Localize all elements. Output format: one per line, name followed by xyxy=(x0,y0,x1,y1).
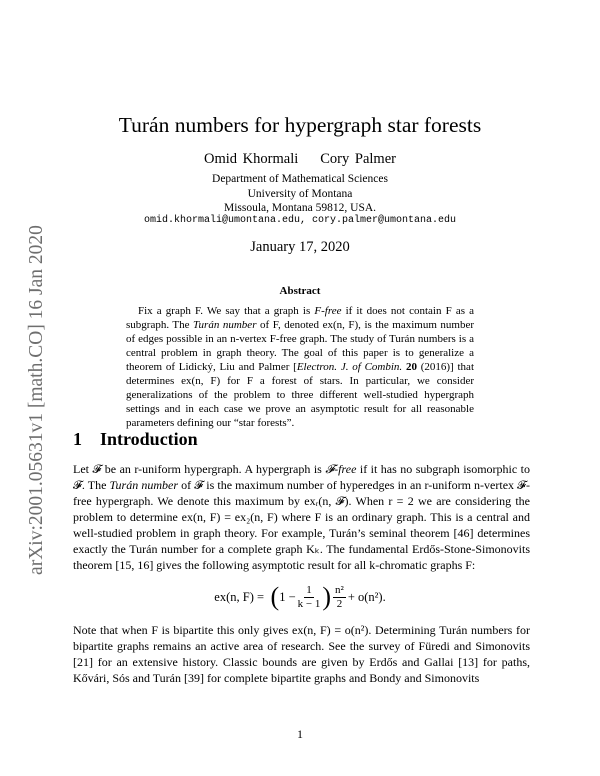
intro-paragraph-1: Let 𝓕 be an r-uniform hypergraph. A hypergraph is 𝓕-free if it has no subgraph isomorphic to 𝓕. The Turán number of 𝓕 is the maximum number of hyperedges in an r-uniform n-vertex 𝓕-free hypergraph. We denote this maximum by exᵣ(n, 𝓕). When r = 2 we are considering the problem to determine ex(n, F) = ex₂(n, F) where F is an ordinary graph. This is a central and well-studied problem in graph theory. For example, Turán’s seminal theorem [46] determines exactly the Turán number for a complete graph Kₖ. The fundamental Erdős-Stone-Simonovits theorem [15, 16] gives the following asymptotic result for all k-chromatic graphs F: xyxy=(73,462,530,572)
equation-one: 1 − xyxy=(279,589,296,604)
section-heading xyxy=(73,429,198,450)
abstract-heading: Abstract xyxy=(279,285,321,297)
author-list xyxy=(0,151,600,168)
author-name: Omid Khormali xyxy=(204,151,299,167)
abstract-body: Fix a graph F. We say that a graph is F-free if it does not contain F as a subgraph. The Turán number of F, denoted ex(n, F), is the maximum number of edges possible in an n-vertex F-free graph. The study of Turán numbers is a central problem in graph theory. The goal of this paper is to generalize a theorem of Lidický, Liu and Palmer [Electron. J. of Combin. 20 (2016)] that determines ex(n, F) for F a forest of stars. In particular, we consider generalizations of the problem to three different well-studied hypergraph settings and in each case we prove an asymptotic result for all reasonable parameters defining our “star forests”. xyxy=(126,305,475,429)
arxiv-stamp-text: arXiv:2001.05631v1 [math.CO] 16 Jan 2020 xyxy=(26,225,48,575)
paper-title: Turán numbers for hypergraph star forests xyxy=(118,113,482,137)
author-name: Cory Palmer xyxy=(320,151,396,167)
paper-date: January 17, 2020 xyxy=(250,239,350,255)
affiliation xyxy=(0,172,600,216)
author-emails: omid.khormali@umontana.edu, cory.palmer@umontana.edu xyxy=(143,215,457,226)
equation-tail: + o(n²). xyxy=(347,589,386,604)
section-title: Introduction xyxy=(100,429,198,449)
section-number: 1 xyxy=(73,429,82,449)
display-equation xyxy=(0,581,600,613)
equation-lhs: ex(n, F) = xyxy=(214,589,265,604)
page-number: 1 xyxy=(297,727,303,741)
equation-paren-close: ) xyxy=(322,582,332,611)
affiliation-department: Department of Mathematical Sciences xyxy=(212,173,388,185)
affiliation-university: University of Montana xyxy=(247,187,353,200)
equation-fraction-1: $\frac{1}{k - 1}$ xyxy=(297,583,321,610)
equation-paren-open: ( xyxy=(264,582,280,611)
arxiv-stamp xyxy=(24,200,50,600)
affiliation-address: Missoula, Montana 59812, USA. xyxy=(223,202,377,214)
equation-fraction-2: $\frac{\text{n²}}{2}$ xyxy=(335,583,344,610)
intro-paragraph-2: Note that when F is bipartite this only gives ex(n, F) = o(n²). Determining Turán numbers for bipartite graphs remains an active area of research. See the survey of Füredi and Simonovits [21] for an extensive history. Classic bounds are given by Erdős and Gallai [13] for paths, Kővári, Sós and Turán [39] for complete bipartite graphs and Bondy and Simonovits xyxy=(73,623,530,685)
